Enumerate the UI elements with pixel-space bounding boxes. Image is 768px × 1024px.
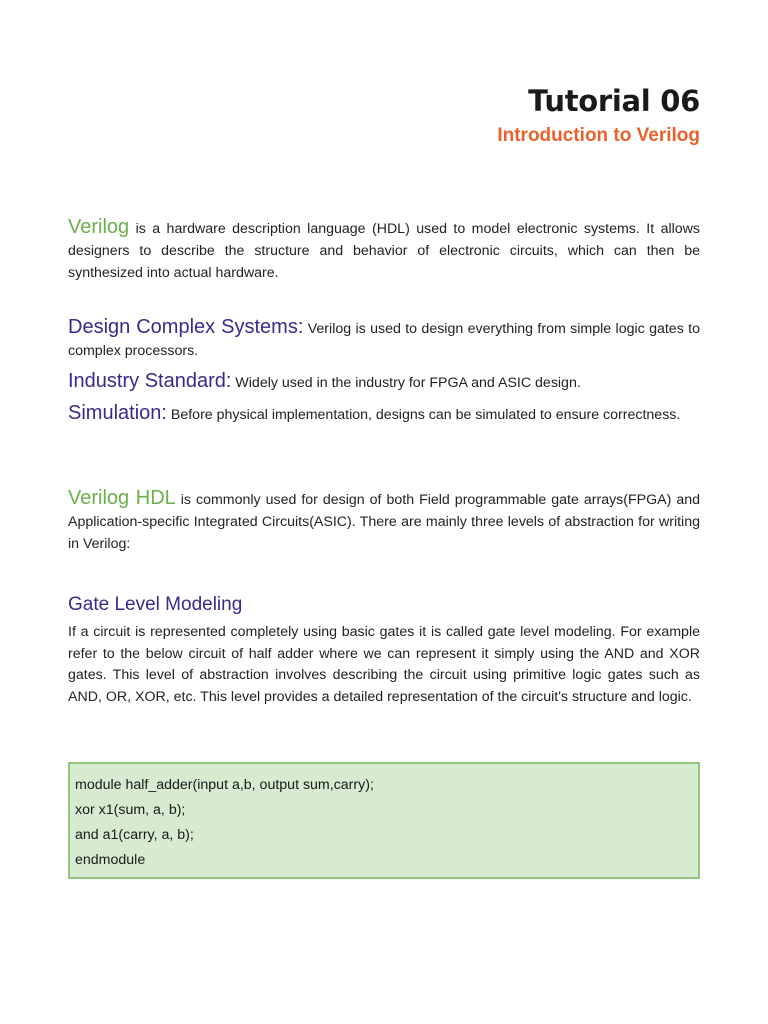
code-line: and a1(carry, a, b); bbox=[75, 827, 194, 843]
hdl-paragraph bbox=[68, 487, 700, 555]
code-block bbox=[68, 762, 700, 879]
feature-simulation bbox=[68, 402, 700, 426]
feature-lead-term: Design Complex Systems: bbox=[68, 316, 304, 338]
section-heading-gate-level: Gate Level Modeling bbox=[68, 594, 243, 615]
hdl-text: is commonly used for design of both Field programmable gate arrays(FPGA) and Application-specific Integrated Circuits(ASIC). There are mainly three levels of abstraction for writing in Verilog: bbox=[68, 492, 700, 552]
feature-industry-standard bbox=[68, 370, 700, 394]
intro-paragraph bbox=[68, 216, 700, 284]
page-title: Tutorial 06 bbox=[528, 84, 700, 118]
intro-text: is a hardware description language (HDL) used to model electronic systems. It allows designers to describe the structure and behavior of electronic circuits, which can then be synthesized into actual hardware. bbox=[68, 221, 700, 281]
feature-design-complex-systems bbox=[68, 316, 700, 362]
gate-level-paragraph: If a circuit is represented completely using basic gates it is called gate level modeling. For example refer to the below circuit of half adder where we can represent it simply using the AND and XOR gates. This level of abstraction involves describing the circuit using primitive logic gates such as AND, OR, XOR, etc. This level provides a detailed representation of the circuit's structure and logic. bbox=[68, 624, 700, 705]
feature-text: Verilog is used to design everything from simple logic gates to complex processors. bbox=[68, 321, 700, 359]
intro-lead-term: Verilog bbox=[68, 216, 130, 238]
feature-lead-term: Simulation: bbox=[68, 402, 167, 424]
feature-lead-term: Industry Standard: bbox=[68, 370, 232, 392]
code-line: module half_adder(input a,b, output sum,carry); bbox=[75, 777, 374, 793]
feature-text: Widely used in the industry for FPGA and ASIC design. bbox=[231, 375, 581, 391]
page-subtitle: Introduction to Verilog bbox=[497, 125, 700, 146]
code-line: endmodule bbox=[75, 852, 146, 868]
feature-text: Before physical implementation, designs can be simulated to ensure correctness. bbox=[166, 407, 681, 423]
hdl-lead-term: Verilog HDL bbox=[68, 487, 176, 509]
code-line: xor x1(sum, a, b); bbox=[75, 802, 186, 818]
